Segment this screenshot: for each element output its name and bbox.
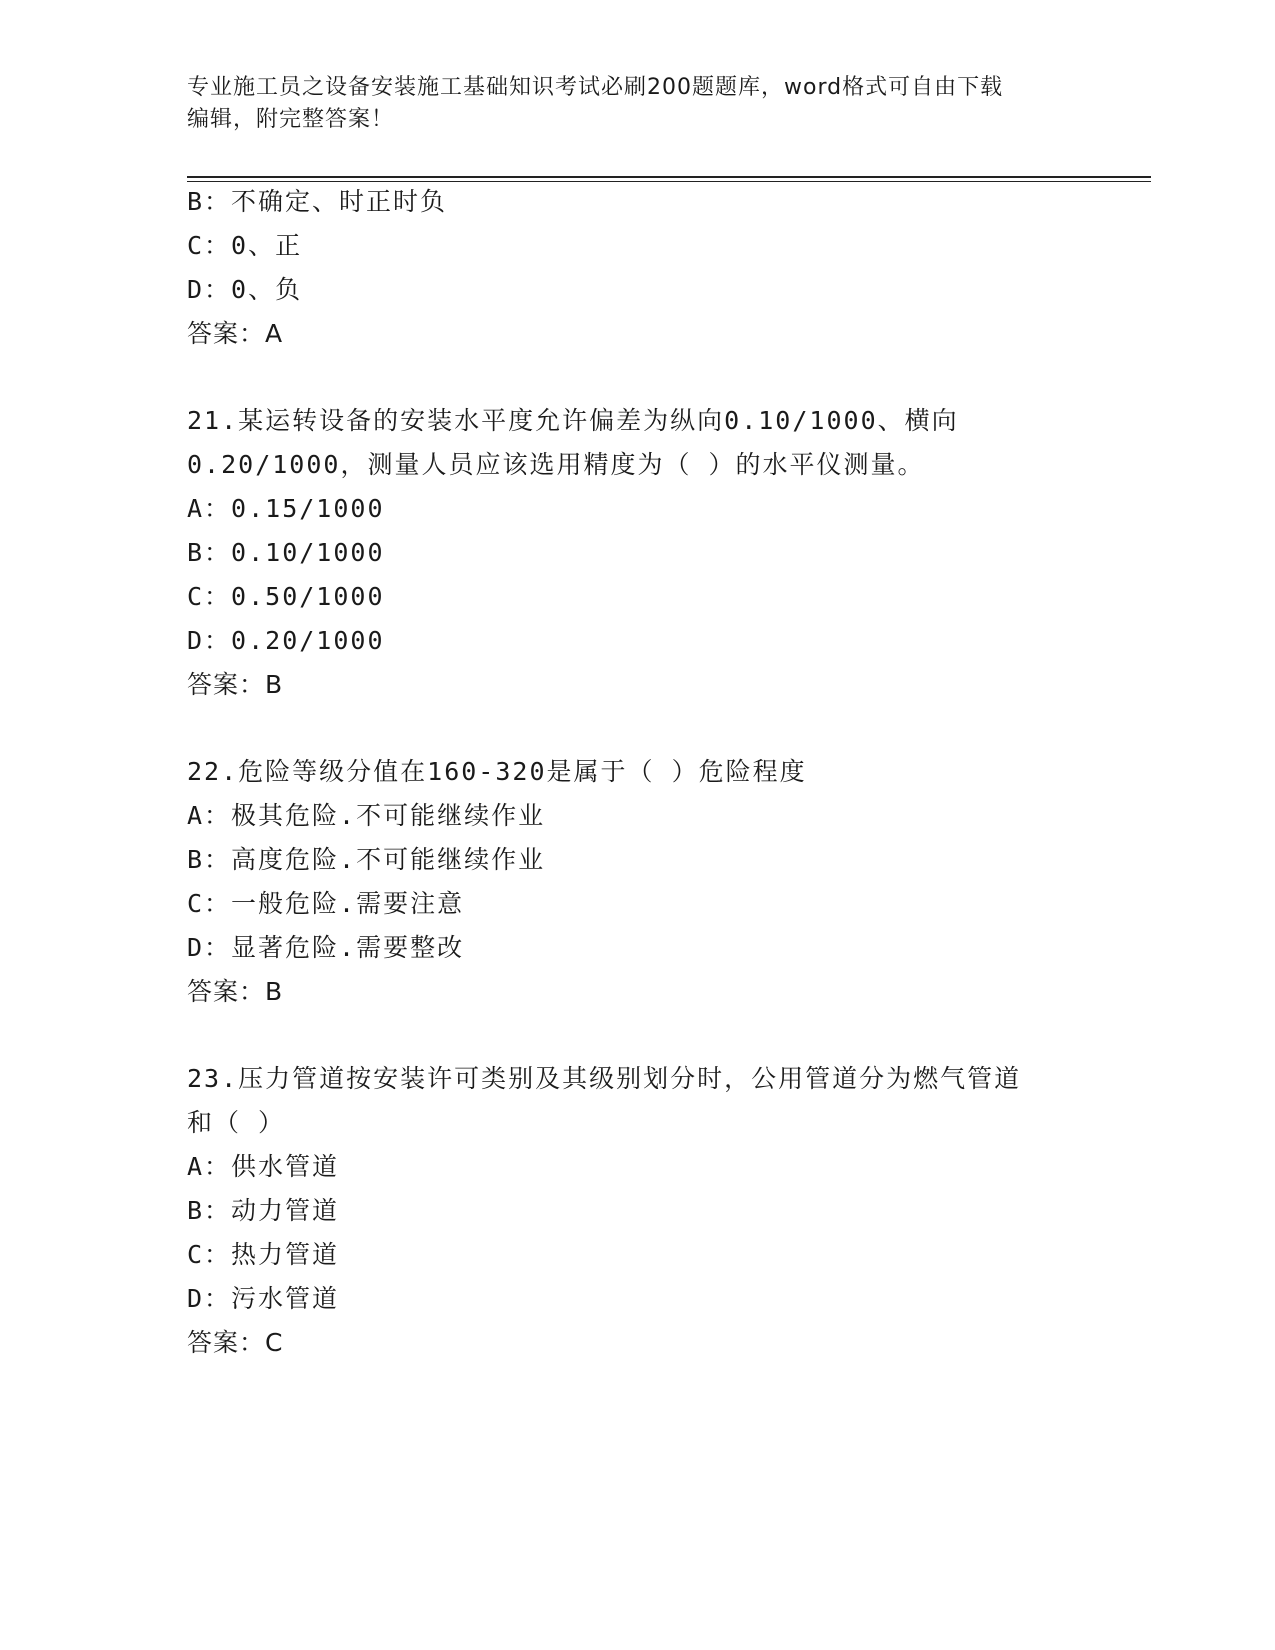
q22-answer: 答案：B: [187, 977, 284, 1006]
q22-option-b: B：高度危险.不可能继续作业: [187, 845, 546, 874]
header-title-line-2: 编辑，附完整答案！: [187, 107, 395, 132]
header-divider-thin: [187, 181, 1151, 182]
document-header: [187, 72, 1087, 136]
q23-stem-line-2: 和（ ）: [187, 1108, 286, 1137]
q21-option-a: A：0.15/1000: [187, 494, 385, 523]
q21-option-d: D：0.20/1000: [187, 626, 385, 655]
prev-answer: 答案：A: [187, 319, 284, 348]
header-title-line-1: 专业施工员之设备安装施工基础知识考试必刷200题题库，word格式可自由下载: [187, 75, 1004, 100]
q23-option-d: D：污水管道: [187, 1284, 340, 1313]
q22-option-c: C：一般危险.需要注意: [187, 889, 465, 918]
q23-option-c: C：热力管道: [187, 1240, 340, 1269]
q21-option-b: B：0.10/1000: [187, 538, 385, 567]
q23-stem-line-1: 23.压力管道按安装许可类别及其级别划分时，公用管道分为燃气管道: [187, 1064, 1022, 1093]
q21-stem-line-2: 0.20/1000，测量人员应该选用精度为（ ）的水平仪测量。: [187, 450, 925, 479]
q23-option-a: A：供水管道: [187, 1152, 340, 1181]
q22-stem-line-1: 22.危险等级分值在160-320是属于（ ）危险程度: [187, 757, 807, 786]
q22-option-d: D：显著危险.需要整改: [187, 933, 465, 962]
q23-option-b: B：动力管道: [187, 1196, 340, 1225]
q21-option-c: C：0.50/1000: [187, 582, 385, 611]
q21-stem-line-1: 21.某运转设备的安装水平度允许偏差为纵向0.10/1000、横向: [187, 406, 959, 435]
prev-option-b: B：不确定、时正时负: [187, 187, 448, 216]
q23-answer: 答案：C: [187, 1328, 284, 1357]
q21-answer: 答案：B: [187, 670, 284, 699]
header-divider-thick: [187, 176, 1151, 178]
q22-option-a: A：极其危险.不可能继续作业: [187, 801, 546, 830]
prev-option-c: C：0、正: [187, 231, 303, 260]
prev-option-d: D：0、负: [187, 275, 303, 304]
